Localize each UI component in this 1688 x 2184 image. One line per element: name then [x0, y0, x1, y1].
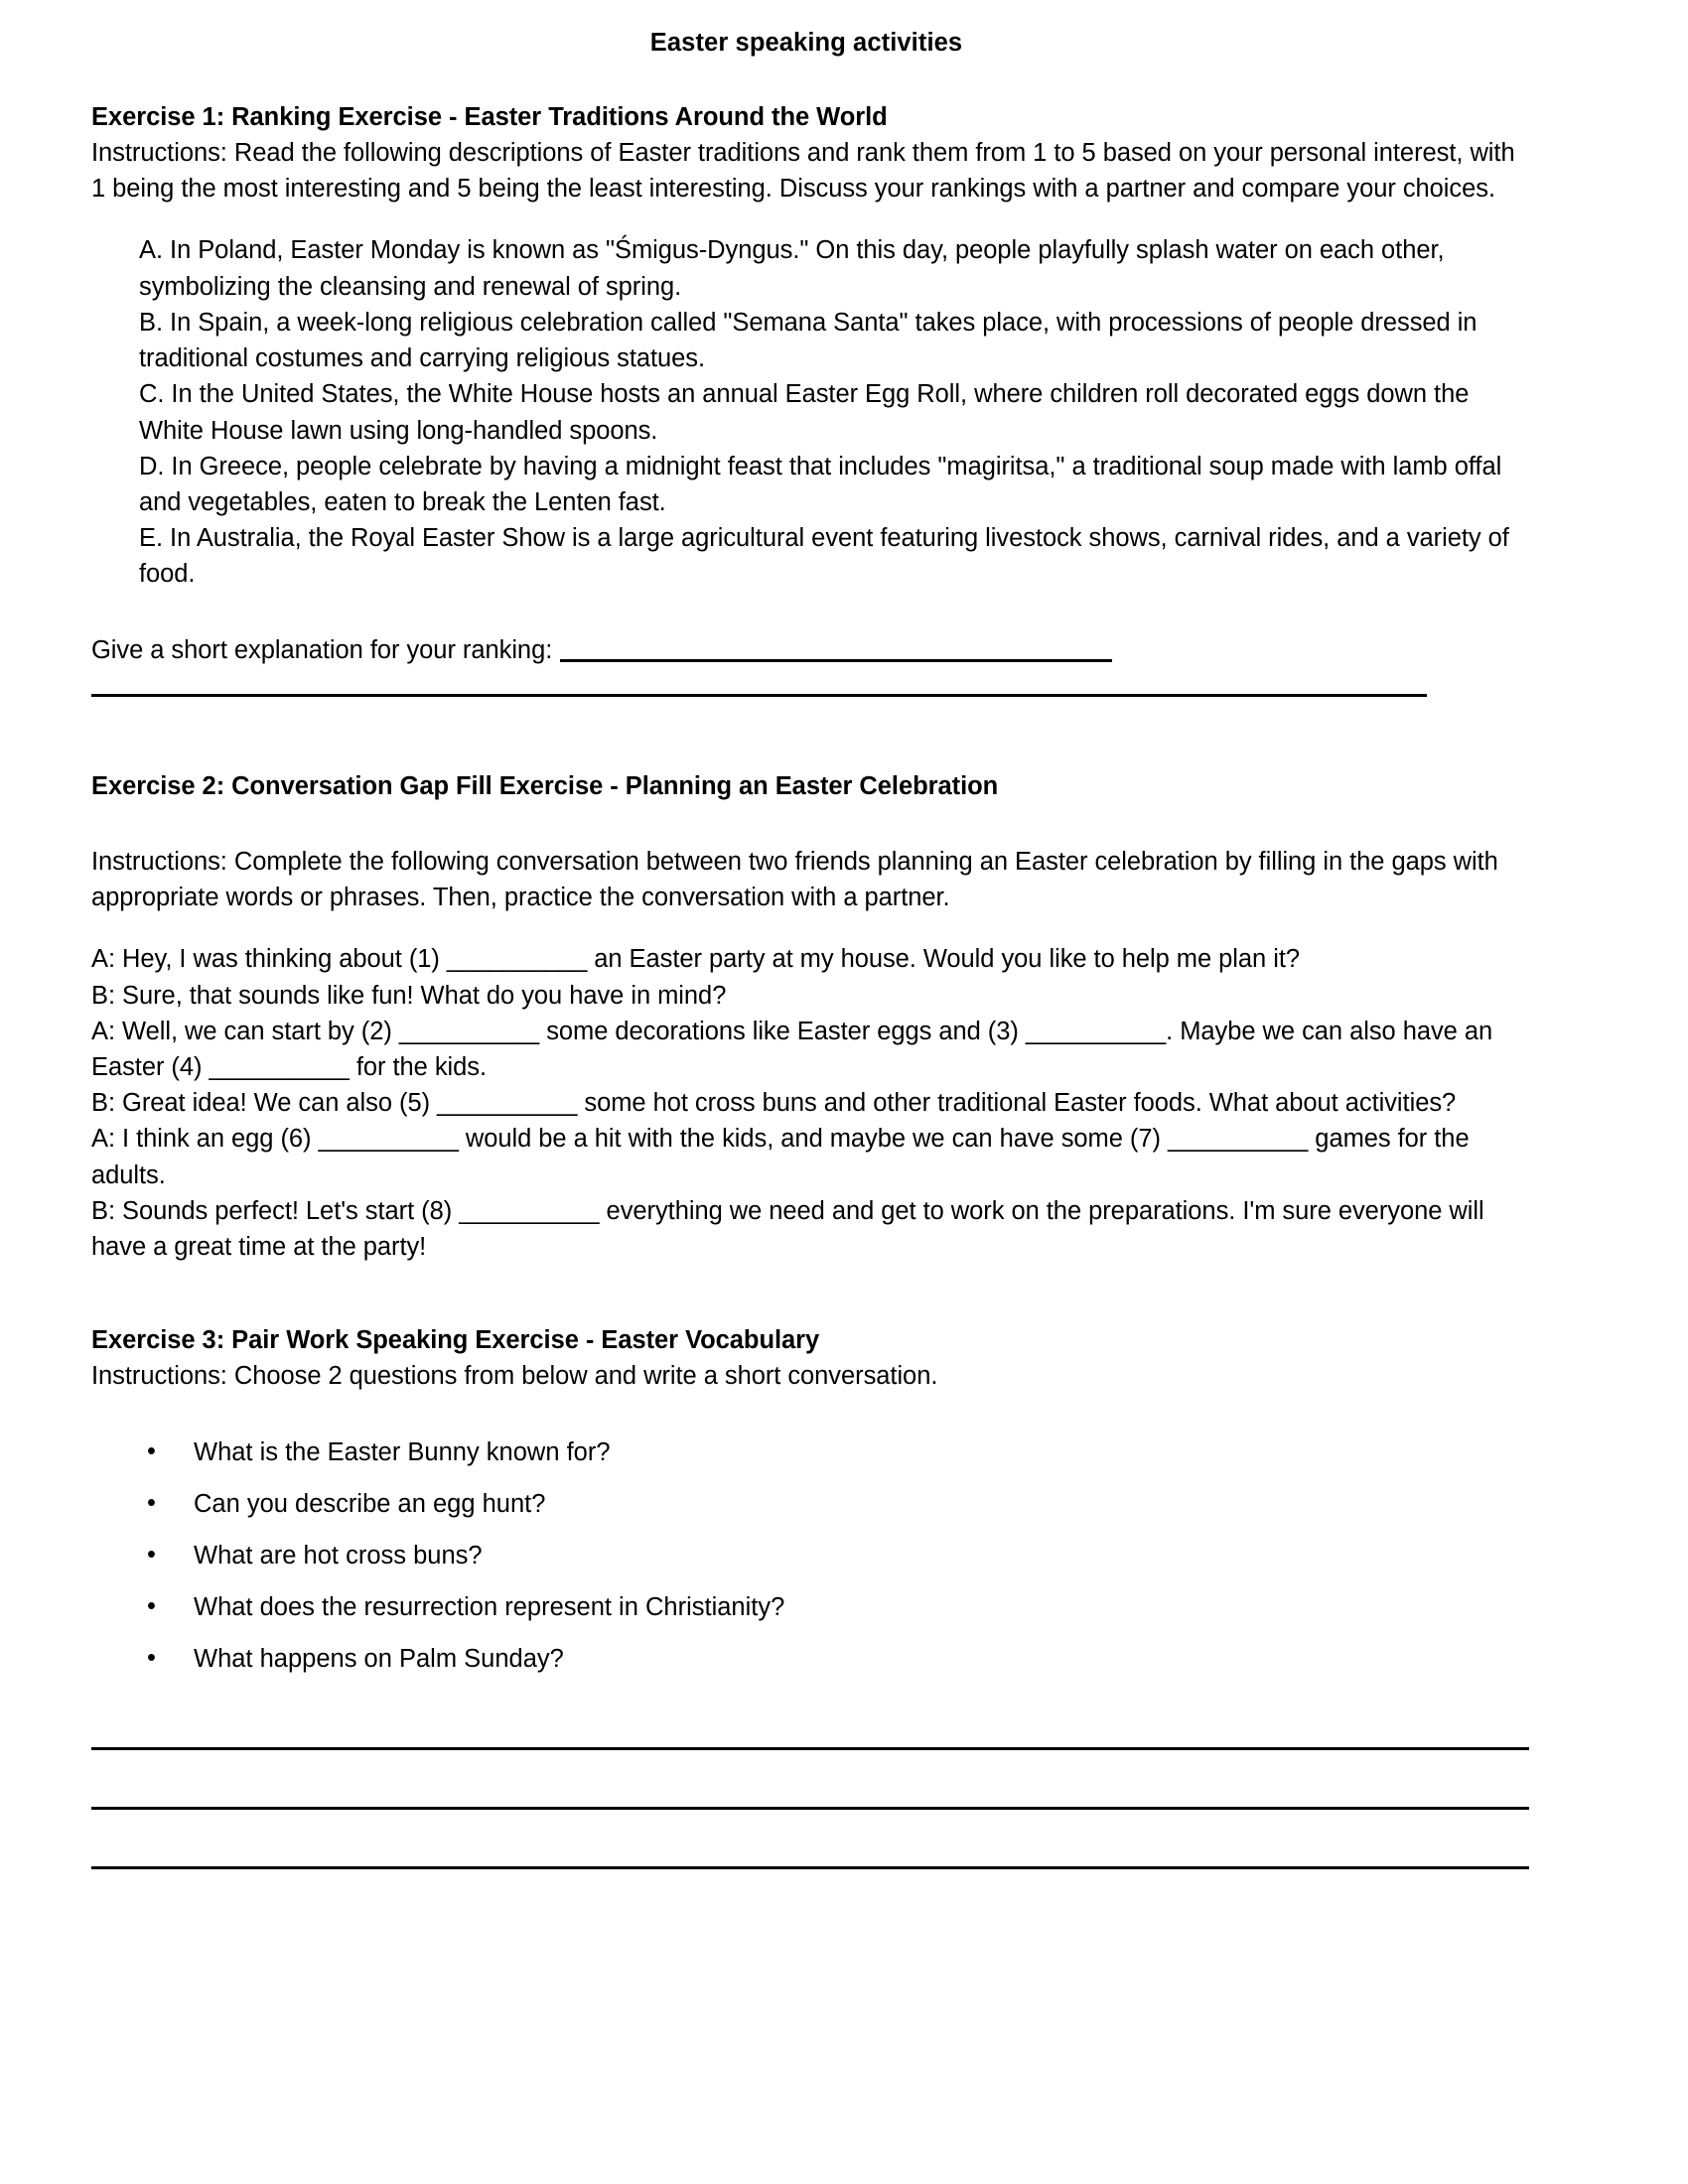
list-item — [91, 1589, 1531, 1625]
list-item — [91, 1486, 1531, 1522]
answer-blank-line[interactable] — [91, 1747, 1529, 1750]
exercise-1-item-list — [139, 232, 1529, 592]
answer-blank-line[interactable] — [91, 1807, 1529, 1810]
bullet-icon: • — [147, 1540, 156, 1569]
dialogue-line: B: Sounds perfect! Let's start (8) __________ everything we need and get to work on the preparations. I'm sure everyone will have a great time at the party! — [91, 1196, 1484, 1261]
spacer — [91, 593, 1531, 632]
bullet-icon: • — [147, 1592, 156, 1621]
exercise-2-section — [91, 768, 1531, 1265]
spacer — [91, 206, 1531, 232]
exercise-2-heading: Exercise 2: Conversation Gap Fill Exercise - Planning an Easter Celebration — [91, 771, 999, 800]
exercise-1-explanation-row — [91, 632, 1531, 668]
exercise-3-heading: Exercise 3: Pair Work Speaking Exercise - Easter Vocabulary — [91, 1326, 820, 1355]
list-item: C. In the United States, the White House hosts an annual Easter Egg Roll, where children roll decorated eggs down the White House lawn using long-handled spoons. — [139, 380, 1470, 445]
list-item: B. In Spain, a week-long religious celebration called "Semana Santa" takes place, with processions of people dressed in traditional costumes and carrying religious statues. — [139, 308, 1477, 373]
exercise-3-section — [91, 1322, 1531, 1868]
list-item — [91, 1538, 1531, 1573]
spacer — [91, 60, 1531, 99]
document-body — [91, 28, 1531, 1926]
spacer — [91, 1395, 1531, 1434]
bullet-icon: • — [147, 1436, 156, 1465]
exercise-3-answer-area — [91, 1747, 1531, 1869]
answer-blank-line[interactable] — [560, 659, 1112, 662]
dialogue-line: A: Well, we can start by (2) __________ some decorations like Easter eggs and (3) __________. Maybe we can also have an Easter (4) __________ for the kids. — [91, 1017, 1493, 1081]
exercise-1-heading: Exercise 1: Ranking Exercise - Easter Traditions Around the World — [91, 102, 888, 131]
exercise-1-explanation-label: Give a short explanation for your ranking: — [91, 635, 553, 664]
dialogue-line: A: I think an egg (6) __________ would be a hit with the kids, and maybe we can have some (7) __________ games for the adults. — [91, 1125, 1470, 1189]
answer-blank-line[interactable] — [91, 1866, 1529, 1869]
page-title: Easter speaking activities — [649, 29, 963, 57]
list-item: A. In Poland, Easter Monday is known as "Śmigus-Dyngus." On this day, people playfully splash water on each other, symbolizing the cleansing and renewal of spring. — [139, 236, 1445, 301]
spacer — [91, 697, 1531, 768]
exercise-1-instructions: Instructions: Read the following descriptions of Easter traditions and rank them from 1 to 5 based on your personal interest, with 1 being the most interesting and 5 being the least interesting. Discuss your rankings with a partner and compare your choices. — [91, 139, 1515, 204]
exercise-2-instructions: Instructions: Complete the following conversation between two friends planning an Easter celebration by filling in the gaps with appropriate words or phrases. Then, practice the conversation with a partner. — [91, 847, 1498, 912]
exercise-1-section — [91, 99, 1531, 697]
list-item: E. In Australia, the Royal Easter Show is a large agricultural event featuring livestock shows, carnival rides, and a variety of food. — [139, 524, 1509, 589]
spacer — [91, 804, 1531, 844]
list-item-label: What does the resurrection represent in Christianity? — [194, 1593, 785, 1622]
exercise-3-question-list — [91, 1434, 1531, 1678]
list-item: D. In Greece, people celebrate by having a midnight feast that includes "magiritsa," a traditional soup made with lamb offal and vegetables, eaten to break the Lenten fast. — [139, 452, 1502, 516]
list-item-label: What are hot cross buns? — [194, 1541, 483, 1570]
spacer — [91, 1265, 1531, 1322]
dialogue-line: A: Hey, I was thinking about (1) __________ an Easter party at my house. Would you like to help me plan it? — [91, 945, 1300, 974]
exercise-2-dialogue — [91, 941, 1531, 1265]
exercise-3-instructions: Instructions: Choose 2 questions from below and write a short conversation. — [91, 1362, 938, 1391]
list-item-label: Can you describe an egg hunt? — [194, 1489, 546, 1518]
spacer — [91, 668, 1531, 694]
list-item — [91, 1641, 1531, 1677]
bullet-icon: • — [147, 1644, 156, 1673]
list-item-label: What is the Easter Bunny known for? — [194, 1437, 611, 1466]
bullet-icon: • — [147, 1488, 156, 1517]
spacer — [91, 915, 1531, 941]
list-item — [91, 1434, 1531, 1470]
dialogue-line: B: Sure, that sounds like fun! What do you have in mind? — [91, 981, 727, 1010]
list-item-label: What happens on Palm Sunday? — [194, 1645, 564, 1674]
dialogue-line: B: Great idea! We can also (5) __________ some hot cross buns and other traditional Easter foods. What about activities? — [91, 1089, 1457, 1118]
